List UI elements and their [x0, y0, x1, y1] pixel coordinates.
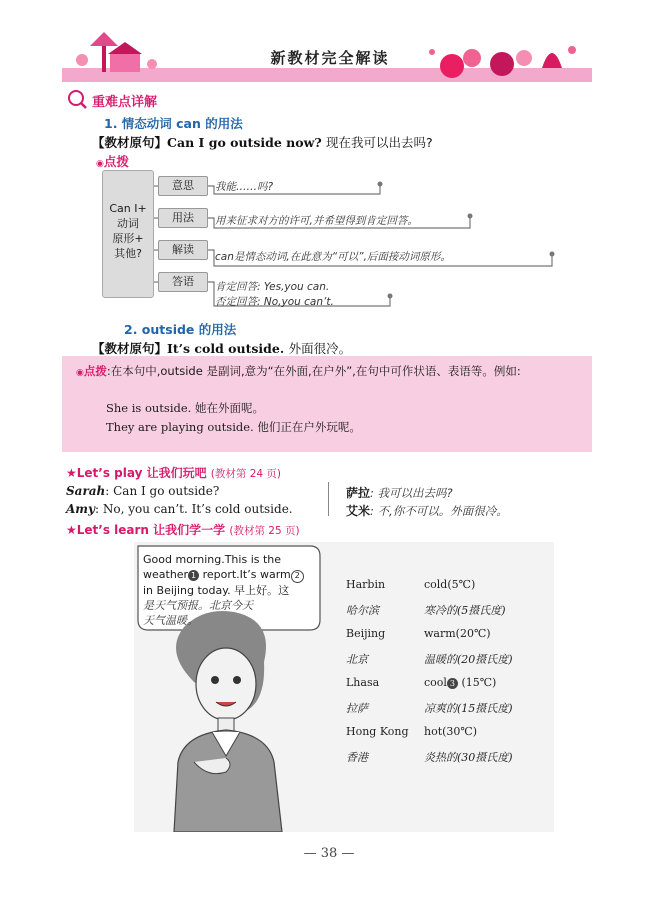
- item1-heading: 1. 情态动词 can 的用法: [104, 116, 243, 131]
- city-lhasa: Lhasa: [346, 676, 380, 689]
- usage-label: 用法: [158, 208, 208, 228]
- bullet-icon: ◉: [96, 159, 104, 169]
- dialogue-line-1-cn: [346, 484, 453, 501]
- dialogue-line-2-cn: [346, 502, 508, 519]
- dialogue-divider: [328, 482, 329, 516]
- explain-label: 解读: [158, 240, 208, 260]
- speaker-cn: 萨拉: [346, 486, 371, 500]
- speech-line: in Beijing today. 早上好。这: [143, 584, 290, 597]
- speech-line: 是天气预报。北京今天: [143, 599, 253, 612]
- box-line: 其他?: [114, 247, 142, 260]
- weather-harbin: cold(5℃): [424, 578, 476, 591]
- line-cn: : 我可以出去吗?: [370, 486, 453, 500]
- line-en: : No, you can’t. It’s cold outside.: [94, 502, 293, 516]
- weather-lhasa: cool 3 (15℃): [424, 676, 497, 689]
- city-beijing: Beijing: [346, 627, 386, 640]
- original-en: It’s cold outside.: [167, 341, 285, 356]
- city-harbin-cn: 哈尔滨: [346, 604, 379, 617]
- box-line: 原形+: [112, 232, 144, 245]
- city-hongkong-cn: 香港: [346, 751, 368, 764]
- speech-bubble-text: [143, 552, 313, 628]
- speaker: Amy: [66, 502, 95, 516]
- meaning-text: 我能……吗?: [215, 181, 274, 193]
- tip-text-2: [76, 362, 576, 382]
- answer-label: 答语: [158, 272, 208, 292]
- city-beijing-cn: 北京: [346, 653, 368, 666]
- usage-text: 用来征求对方的许可,并希望得到肯定回答。: [215, 215, 418, 227]
- dialogue-line-1: [66, 484, 219, 498]
- original-en: Can I go outside now?: [167, 135, 322, 150]
- line-en: : Can I go outside?: [105, 484, 220, 498]
- marker-2: 2: [291, 570, 304, 583]
- line-cn: : 不,你不可以。外面很冷。: [370, 504, 508, 518]
- answer-yes: 肯定回答: Yes,you can.: [215, 281, 330, 293]
- city-hongkong: Hong Kong: [346, 725, 409, 738]
- marker-1: 1: [188, 570, 199, 581]
- speaker: Sarah: [66, 484, 106, 498]
- lets-play-ref: (教材第 24 页): [210, 468, 282, 480]
- speech-line: weather 1 report.It’s warm 2: [143, 567, 313, 583]
- weather-beijing: warm(20℃): [424, 627, 491, 640]
- tip-label-2: ◉点拨: [76, 364, 107, 378]
- city-lhasa-cn: 拉萨: [346, 702, 368, 715]
- meaning-label: 意思: [158, 176, 208, 196]
- tip-label-1: ◉点拨: [96, 154, 129, 169]
- speech-line: Good morning.This is the: [143, 553, 282, 566]
- weather-lhasa-cn: 凉爽的(15摄氏度): [424, 702, 513, 715]
- speaker-cn: 艾米: [346, 504, 371, 518]
- city-harbin: Harbin: [346, 578, 386, 591]
- weather-hongkong: hot(30℃): [424, 725, 478, 738]
- answer-text: [215, 280, 334, 310]
- explain-text: can是情态动词,在此意为“可以”,后面接动词原形。: [215, 251, 451, 263]
- weather-hongkong-cn: 炎热的(30摄氏度): [424, 751, 513, 764]
- lets-learn-ref: (教材第 25 页): [229, 525, 300, 537]
- lets-learn-title: ★Let’s learn 让我们学一学 (教材第 25 页): [66, 523, 300, 537]
- original-label: 【教材原句】: [92, 341, 168, 356]
- marker-3: 3: [447, 678, 458, 689]
- section-title: 重难点详解: [92, 95, 158, 110]
- example-2: They are playing outside. 他们正在户外玩呢。: [106, 420, 361, 434]
- item2-original: [92, 339, 351, 357]
- original-label: 【教材原句】: [92, 135, 168, 150]
- speech-line: 天气温暖。: [143, 614, 198, 627]
- item1-original: [92, 133, 433, 151]
- box-line: 动词: [117, 217, 139, 230]
- bullet-icon: ◉: [76, 368, 84, 378]
- weather-harbin-cn: 寒冷的(5摄氏度): [424, 604, 506, 617]
- original-cn: 外面很冷。: [288, 341, 352, 356]
- can-structure-box: [102, 170, 154, 298]
- box-line: Can I+: [109, 202, 147, 215]
- dialogue-line-2: [66, 502, 293, 516]
- page-number: — 38 —: [303, 846, 355, 861]
- answer-no: 否定回答: No,you can’t.: [215, 296, 334, 308]
- lets-play-title: ★Let’s play 让我们玩吧 (教材第 24 页): [66, 466, 282, 480]
- tip-explanation: :在本句中,outside 是副词,意为“在外面,在户外”,在句中可作状语、表语等。例如:: [106, 364, 521, 378]
- item2-heading: 2. outside 的用法: [124, 322, 237, 337]
- header-title: 新教材完全解读: [270, 49, 390, 67]
- original-cn: 现在我可以出去吗?: [326, 135, 433, 150]
- diagram-lines: [150, 170, 570, 310]
- weather-beijing-cn: 温暖的(20摄氏度): [424, 653, 513, 666]
- magnifier-icon: [66, 88, 88, 110]
- example-1: She is outside. 她在外面呢。: [106, 401, 264, 415]
